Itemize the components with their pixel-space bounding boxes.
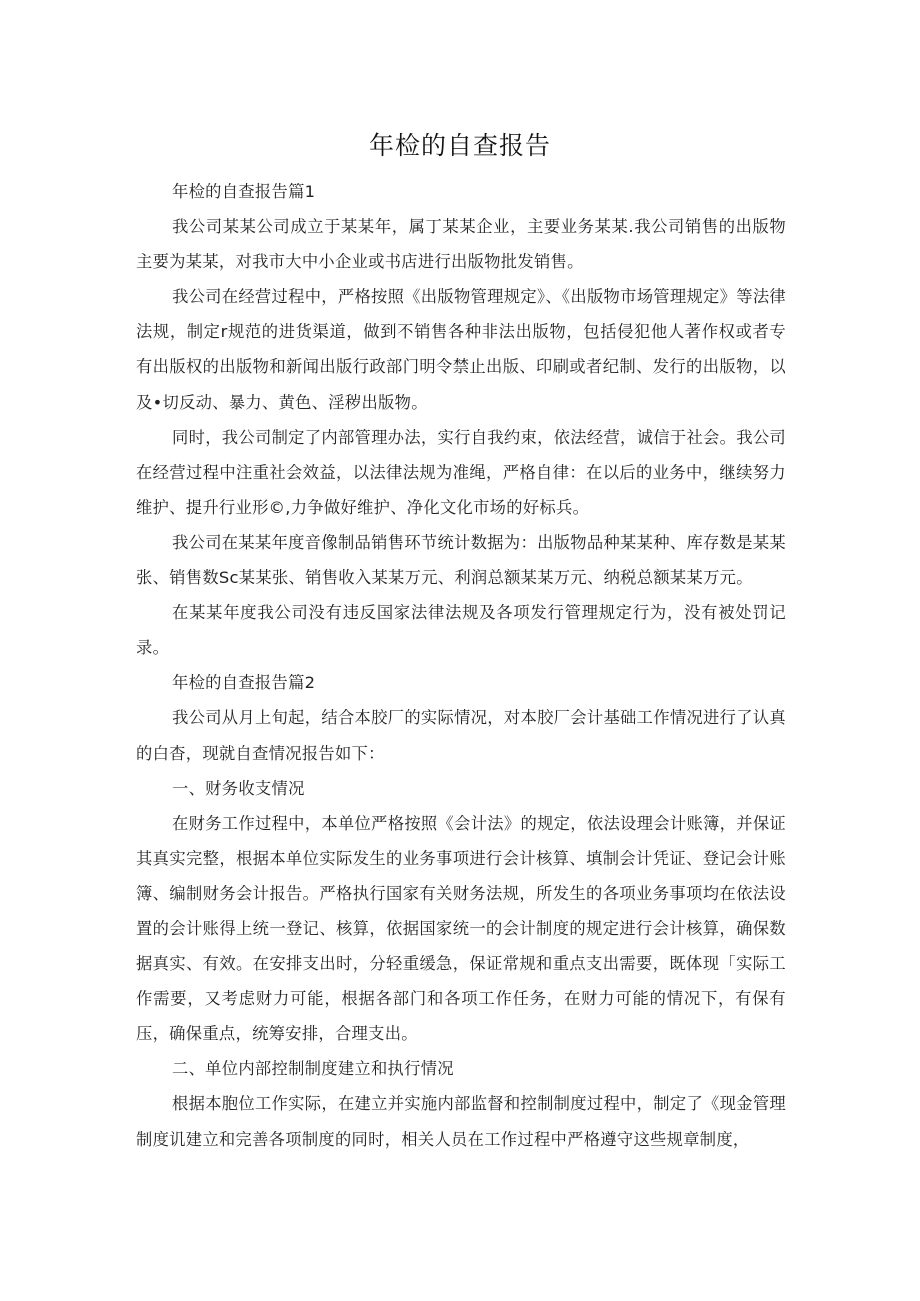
- paragraph: 我公司从月上旬起，结合本胶厂的实际情况，对本胶厂会计基础工作情况进行了认真的白杳，现就自查情况报告如下：: [136, 708, 786, 763]
- paragraph: 在财务工作过程中，本单位严格按照《会计法》的规定，依法设理会计账簿，并保证其真实完整，根据本单位实际发生的业务事项进行会计核算、填制会计凭证、登记会计账簿、编制财务会计报告。严格执行国家有关财务法规，所发生的各项业务事项均在依法设置的会计账得上统一登记、核算，依据国家统一的会计制度的规定进行会计核算，确保数据真实、有效。在安排支出时，分轻重缓急，保证常规和重点支出需要，既体现「实际工作需要，又考虑财力可能，根据各部门和各项工作任务，在财力可能的情况下，有保有压，确保重点，统筹安排，合理支出。: [136, 813, 786, 1044]
- document-body: [136, 174, 786, 1157]
- paragraph: 在某某年度我公司没有违反国家法律法规及各项发行管理规定行为，没有被处罚记录。: [136, 603, 786, 658]
- paragraph: 我公司在某某年度音像制品销售环节统计数据为：出版物品种某某种、库存数是某某张、销售数Sc某某张、销售收入某某万元、利润总额某某万元、纳税总额某某万元。: [136, 532, 786, 588]
- section-heading-part-1: 年检的自查报告篇1: [172, 182, 316, 201]
- paragraph: 同时，我公司制定了内部管理办法，实行自我约束，依法经营，诚信于社会。我公司在经营过程中注重社会效益，以法律法规为准绳，严格自律：在以后的业务中，继续努力维护、提升行业形©,力争做好维护、净化文化市场的好标兵。: [136, 427, 786, 517]
- subheading-finance: 一、财务收支情况: [172, 778, 305, 798]
- subheading-internal-control: 二、单位内部控制制度建立和执行情况: [172, 1059, 454, 1079]
- section-heading-part-2: 年检的自查报告篇2: [172, 673, 316, 693]
- paragraph: 我公司某某公司成立于某某年，属丁某某企业，主要业务某某.我公司销售的出版物主要为某某，对我市大中小企业或书店进行出版物批发销售。: [136, 217, 786, 272]
- paragraph: 根据本胞位工作实际，在建立并实施内部监督和控制制度过程中，制定了《现金管理制度讥建立和完善各项制度的同时，相关人员在工作过程中严格遵守这些规章制度，: [136, 1094, 786, 1149]
- paragraph: 我公司在经营过程中，严格按照《出版物管理规定》、《出版物市场管理规定》等法律法规，制定r规范的进货渠道，做到不销售各种非法出版物，包括侵犯他人著作权或者专有出版权的出版物和新闻出版行政部门明令禁止出版、印刷或者纪制、发行的出版物，以及•切反动、暴力、黄色、淫秽出版物。: [136, 287, 786, 412]
- document-title: 年检的自查报告: [368, 131, 551, 160]
